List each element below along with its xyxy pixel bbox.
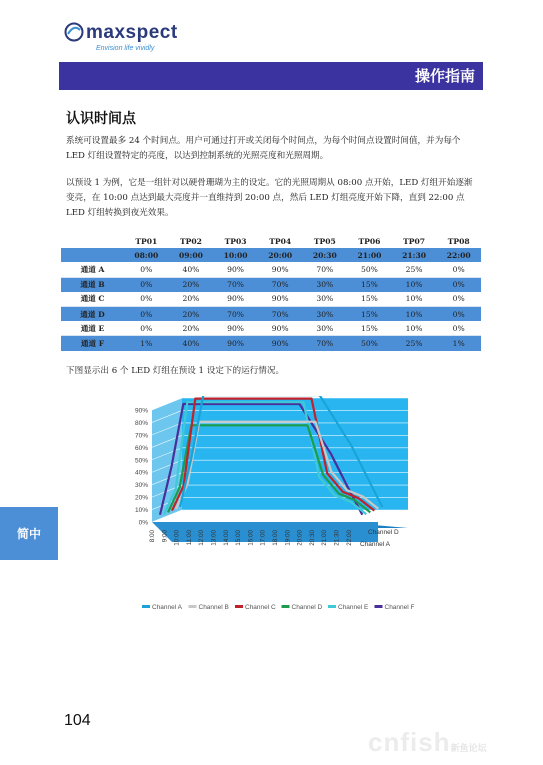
header-banner <box>59 62 483 90</box>
y-tick-label: 0% <box>138 519 148 527</box>
table-cell: 25% <box>392 262 437 277</box>
channel-label: 通道 E <box>61 321 124 336</box>
legend-label: Channel F <box>384 604 415 611</box>
x-tick-label: 9:00 <box>161 530 169 543</box>
x-tick-label: 12:00 <box>198 530 206 546</box>
tp-header: TP06 <box>358 236 381 246</box>
y-tick-label: 80% <box>134 419 148 427</box>
table-cell: 1% <box>124 336 169 351</box>
legend-swatch <box>328 605 336 608</box>
maxspect-logo-icon <box>64 22 84 42</box>
x-tick-label: 20:00 <box>296 530 304 546</box>
banner-title: 操作指南 <box>414 67 475 85</box>
table-cell: 30% <box>303 277 348 292</box>
table-cell: 1% <box>436 336 481 351</box>
table-cell: 10% <box>392 321 437 336</box>
table-cell: 15% <box>347 321 392 336</box>
time-cell: 20:30 <box>303 248 348 262</box>
x-tick-label: 11:00 <box>185 530 193 546</box>
legend-swatch <box>282 605 290 608</box>
table-cell: 70% <box>258 306 303 321</box>
table-cell: 0% <box>436 306 481 321</box>
y-tick-label: 20% <box>134 494 148 502</box>
table-cell: 30% <box>303 292 348 307</box>
legend-swatch <box>189 605 197 608</box>
x-tick-label: 20:30 <box>308 530 316 546</box>
x-tick-label: 8:00 <box>149 530 156 543</box>
table-cell: 0% <box>436 277 481 292</box>
table-cell: 70% <box>258 277 303 292</box>
time-cell: 10:00 <box>213 248 258 262</box>
channel-label: 通道 A <box>61 262 124 277</box>
time-cell: 21:30 <box>392 248 437 262</box>
time-cell: 22:00 <box>436 248 481 262</box>
legend-swatch <box>142 605 150 608</box>
tp-header: TP03 <box>224 236 247 246</box>
page-number: 104 <box>64 712 91 729</box>
table-row <box>61 336 481 351</box>
y-tick-label: 60% <box>134 444 148 452</box>
table-cell: 10% <box>392 306 437 321</box>
tp-header: TP07 <box>403 236 426 246</box>
example-paragraph: 以预设 1 为例，它是一组针对以硬骨珊瑚为主的设定。它的光照周期从 08:00 点开始，LED 灯组开始逐渐变亮，在 10:00 点达到最大亮度并一直维持到 20:00 点，然后 LED 灯组亮度开始下降，直到 22:00 点 LED 灯组转换到夜光效果。 <box>66 178 473 218</box>
table-row <box>61 292 481 307</box>
legend-label: Channel E <box>338 604 369 611</box>
table-cell: 40% <box>169 262 214 277</box>
legend-label: Channel C <box>245 604 276 611</box>
channel-label: 通道 C <box>61 292 124 307</box>
tp-header: TP08 <box>447 236 470 246</box>
table-cell: 0% <box>436 292 481 307</box>
x-tick-label: 21:30 <box>333 530 341 546</box>
table-cell: 90% <box>213 292 258 307</box>
time-cell: 20:00 <box>258 248 303 262</box>
brand-logo: maxspect <box>86 22 178 43</box>
table-cell: 90% <box>213 321 258 336</box>
table-cell: 10% <box>392 292 437 307</box>
watermark-main: cnfish <box>368 727 451 757</box>
y-tick-label: 50% <box>134 457 148 465</box>
x-tick-label: 17:00 <box>259 530 267 546</box>
legend-swatch <box>375 605 383 608</box>
table-cell: 0% <box>124 277 169 292</box>
timepoint-table <box>61 234 481 351</box>
legend-swatch <box>235 605 243 608</box>
table-cell: 90% <box>258 292 303 307</box>
y-tick-label: 40% <box>134 469 148 477</box>
table-row <box>61 306 481 321</box>
x-tick-label: 19:00 <box>284 530 292 546</box>
table-row <box>61 321 481 336</box>
table-row <box>61 277 481 292</box>
table-cell: 70% <box>303 262 348 277</box>
table-cell: 30% <box>303 306 348 321</box>
table-cell: 15% <box>347 292 392 307</box>
table-row <box>61 262 481 277</box>
table-cell: 90% <box>258 321 303 336</box>
legend-label: Channel A <box>152 604 182 611</box>
table-cell: 50% <box>347 262 392 277</box>
table-header-row <box>61 234 481 248</box>
x-tick-label: 14:00 <box>222 530 230 546</box>
channel-label: 通道 B <box>61 277 124 292</box>
x-tick-label: 22:00 <box>345 530 353 546</box>
table-cell: 90% <box>213 336 258 351</box>
x-tick-label: 15:00 <box>235 530 243 546</box>
language-tab-label: 简中 <box>17 527 42 541</box>
table-cell: 0% <box>436 321 481 336</box>
tp-header: TP05 <box>313 236 336 246</box>
tp-header: TP02 <box>179 236 202 246</box>
table-cell: 90% <box>258 336 303 351</box>
led-channel-chart <box>110 396 440 618</box>
x-tick-label: 21:00 <box>321 530 329 546</box>
table-time-row <box>61 248 481 262</box>
table-cell: 20% <box>169 306 214 321</box>
y-tick-label: 70% <box>134 432 148 440</box>
depth-label: Channel D <box>368 529 399 536</box>
channel-label: 通道 D <box>61 306 124 321</box>
table-cell: 50% <box>347 336 392 351</box>
x-tick-label: 10:00 <box>173 530 181 546</box>
legend-label: Channel B <box>198 604 229 611</box>
table-cell: 10% <box>392 277 437 292</box>
table-cell: 30% <box>303 321 348 336</box>
table-cell: 20% <box>169 321 214 336</box>
table-cell: 70% <box>213 306 258 321</box>
table-cell: 70% <box>303 336 348 351</box>
table-cell: 70% <box>213 277 258 292</box>
chart-caption: 下图显示出 6 个 LED 灯组在预设 1 设定下的运行情况。 <box>66 366 285 376</box>
table-cell: 90% <box>258 262 303 277</box>
table-cell: 15% <box>347 277 392 292</box>
table-cell: 15% <box>347 306 392 321</box>
y-tick-label: 30% <box>134 482 148 490</box>
section-title: 认识时间点 <box>66 111 136 127</box>
table-cell: 0% <box>124 262 169 277</box>
table-cell: 0% <box>436 262 481 277</box>
legend-label: Channel D <box>291 604 323 611</box>
tp-header: TP01 <box>135 236 158 246</box>
y-tick-label: 10% <box>134 507 148 515</box>
tp-header: TP04 <box>269 236 292 246</box>
time-cell: 21:00 <box>347 248 392 262</box>
watermark <box>368 727 487 758</box>
y-tick-label: 90% <box>134 407 148 415</box>
table-cell: 40% <box>169 336 214 351</box>
table-cell: 90% <box>213 262 258 277</box>
table-cell: 20% <box>169 292 214 307</box>
table-cell: 0% <box>124 292 169 307</box>
depth-label: Channel A <box>360 541 390 548</box>
table-cell: 25% <box>392 336 437 351</box>
time-cell: 09:00 <box>169 248 214 262</box>
table-cell: 0% <box>124 306 169 321</box>
watermark-sub: 新鱼论坛 <box>450 743 487 753</box>
brand-tagline: Envision life vividly <box>96 45 155 52</box>
language-tab[interactable] <box>0 507 58 560</box>
x-tick-label: 18:00 <box>272 530 279 546</box>
time-cell: 08:00 <box>124 248 169 262</box>
intro-paragraph: 系统可设置最多 24 个时间点。用户可通过打开或关闭每个时间点，为每个时间点设置时间值，并为每个 LED 灯组设置特定的亮度，以达到控制系统的光照亮度和光照周期。 <box>66 136 461 161</box>
table-cell: 20% <box>169 277 214 292</box>
x-tick-label: 16:00 <box>247 530 255 546</box>
table-cell: 0% <box>124 321 169 336</box>
channel-label: 通道 F <box>61 336 124 351</box>
x-tick-label: 13:00 <box>210 530 218 546</box>
chart-back-wall <box>182 398 408 510</box>
